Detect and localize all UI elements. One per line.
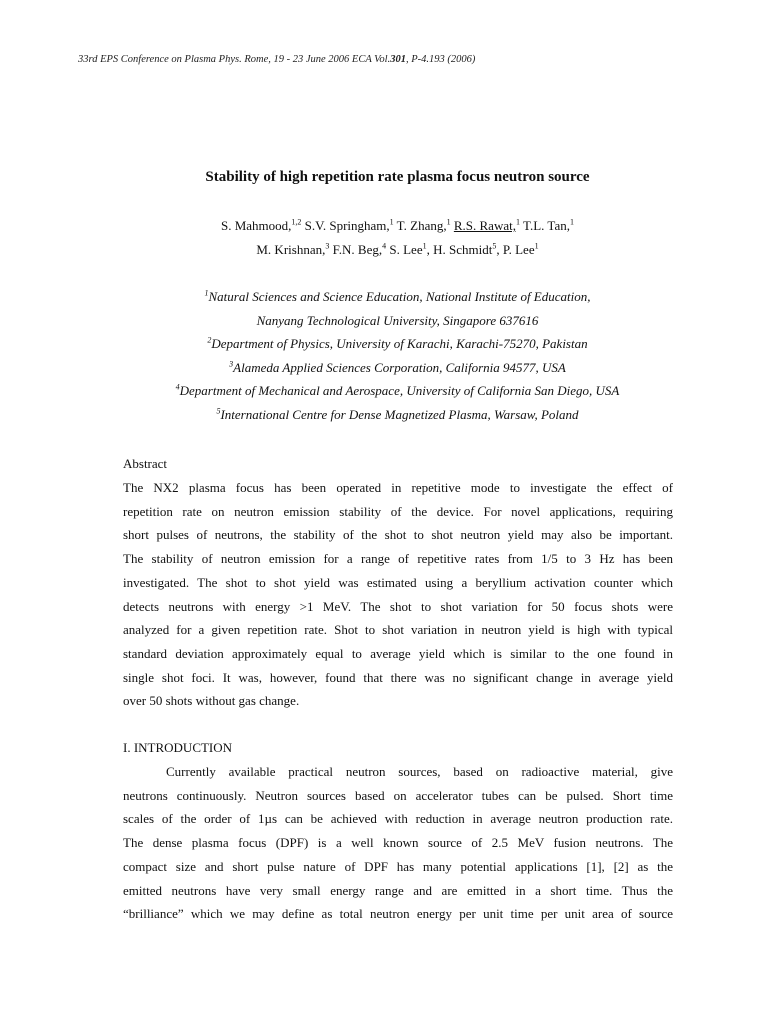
header-text-after: , P-4.193 (2006) <box>405 54 476 65</box>
affiliation-text: International Centre for Dense Magnetized Plasma, Warsaw, Poland <box>220 407 579 422</box>
text-line: Currently available practical neutron sources, based on radioactive material, give <box>166 764 673 779</box>
conference-header <box>78 54 475 65</box>
author-affiliation-sup: 1 <box>389 217 394 227</box>
text-line: single shot foci. It was, however, found that there was no significant change in average yield <box>123 669 673 685</box>
text-line: compact size and short pulse nature of DPF has many potential applications [1], [2] as the <box>123 858 673 874</box>
author-name: F.N. Beg, <box>329 242 383 257</box>
introduction-body <box>123 760 673 926</box>
author-name: S.V. Springham, <box>301 218 390 233</box>
text-line: detects neutrons with energy >1 MeV. The shot to shot variation for 50 focus shots were <box>123 598 673 614</box>
affiliation-sup: 4 <box>175 382 180 392</box>
affiliation-5 <box>0 407 770 423</box>
text-line: short pulses of neutrons, the stability of the shot to shot neutron yield may also be important. <box>123 527 673 543</box>
header-text-before: 33rd EPS Conference on Plasma Phys. Rome, 19 - 23 June 2006 ECA Vol. <box>78 54 391 65</box>
text-line: neutrons continuously. Neutron sources based on accelerator tubes can be pulsed. Short time <box>123 787 673 803</box>
author-affiliation-sup: 3 <box>325 241 330 251</box>
text-line: investigated. The shot to shot yield was estimated using a beryllium activation counter which <box>123 574 673 590</box>
text-line: The NX2 plasma focus has been operated in repetitive mode to investigate the effect of <box>123 480 673 495</box>
author-name: R.S. Rawat, <box>453 218 516 233</box>
author-name: S. Mahmood, <box>220 218 292 233</box>
affiliation-4 <box>0 383 770 399</box>
author-name: M. Krishnan, <box>256 242 326 257</box>
author-affiliation-sup: 1,2 <box>291 217 302 227</box>
author-name: , P. Lee <box>496 242 535 257</box>
text-line: repetition rate on neutron emission stability of the device. For novel applications, requiring <box>123 503 673 519</box>
affiliation-sup: 3 <box>229 359 234 369</box>
author-affiliation-sup: 5 <box>492 241 497 251</box>
affiliation-2 <box>0 336 770 352</box>
affiliation-text: Nanyang Technological University, Singapore 637616 <box>256 313 539 328</box>
text-line: scales of the order of 1µs can be achieved with reduction in average neutron production rate. <box>123 811 673 827</box>
affiliation-sup: 1 <box>204 288 209 298</box>
author-affiliation-sup: 4 <box>382 241 387 251</box>
authors-line-2 <box>0 242 770 258</box>
affiliation-3 <box>0 360 770 376</box>
abstract-heading: Abstract <box>123 456 168 471</box>
author-affiliation-sup: 1 <box>515 217 520 227</box>
authors-line-1 <box>0 218 770 234</box>
author-name: , H. Schmidt <box>426 242 493 257</box>
text-line: analyzed for a given repetition rate. Shot to shot variation in neutron yield is high with typical <box>123 622 673 638</box>
author-affiliation-sup: 1 <box>446 217 451 227</box>
text-line: “brilliance” which we may define as total neutron energy per unit time per unit area of source <box>123 906 673 922</box>
affiliation-sup: 2 <box>207 335 212 345</box>
affiliation-text: Alameda Applied Sciences Corporation, California 94577, USA <box>233 360 566 375</box>
text-line: standard deviation approximately equal to average yield which is similar to the one found in <box>123 645 673 661</box>
author-name: T.L. Tan, <box>519 218 570 233</box>
header-volume: 301 <box>390 54 406 65</box>
abstract-body <box>123 476 673 713</box>
paper-title: Stability of high repetition rate plasma focus neutron source <box>205 169 590 185</box>
text-line: over 50 shots without gas change. <box>123 693 300 709</box>
text-line: The dense plasma focus (DPF) is a well known source of 2.5 MeV fusion neutrons. The <box>123 835 673 851</box>
affiliation-text: Department of Mechanical and Aerospace, University of California San Diego, USA <box>179 383 620 398</box>
text-line: emitted neutrons have very small energy range and are emitted in a short time. Thus the <box>123 882 673 898</box>
affiliation-sup: 5 <box>216 406 221 416</box>
author-affiliation-sup: 1 <box>534 241 539 251</box>
affiliation-text: Natural Sciences and Science Education, National Institute of Education, <box>208 289 591 304</box>
introduction-heading: I. INTRODUCTION <box>123 740 233 755</box>
author-name: S. Lee <box>386 242 423 257</box>
affiliation-1 <box>0 289 770 305</box>
author-affiliation-sup: 1 <box>570 217 574 227</box>
affiliation-1-cont <box>0 313 770 329</box>
affiliation-text: Department of Physics, University of Karachi, Karachi-75270, Pakistan <box>211 336 588 351</box>
author-affiliation-sup: 1 <box>422 241 427 251</box>
text-line: The stability of neutron emission for a range of repetitive rates from 1/5 to 3 Hz has been <box>123 551 673 567</box>
author-name: T. Zhang, <box>393 218 447 233</box>
